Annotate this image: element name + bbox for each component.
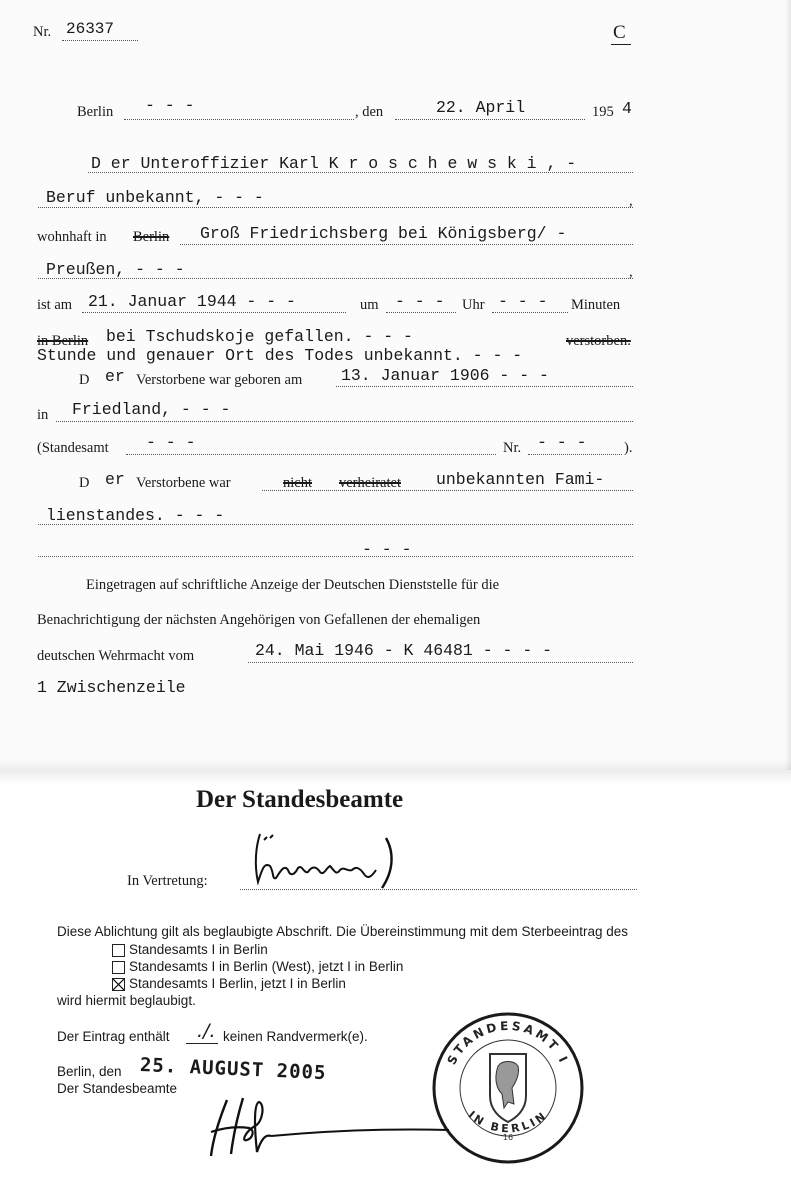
eintrag-underline (186, 1043, 218, 1044)
option-1-label: Standesamts I in Berlin (129, 942, 268, 957)
record-number: 26337 (66, 20, 115, 38)
registration-para-2: Benachrichtigung der nächsten Angehörigen von Gefallenen der ehemaligen (37, 612, 481, 628)
standesamt-label: (Standesamt (37, 440, 109, 456)
vertretung-signature-drawing (244, 826, 414, 894)
family-status-1: unbekannten Fami- (436, 470, 605, 489)
checkbox-standesamt-berlin (112, 944, 125, 957)
checkbox-standesamt-i-berlin (112, 978, 125, 991)
city-filler: - - - (145, 96, 195, 115)
residence-line: Groß Friedrichsberg bei Königsberg/ - (200, 224, 567, 243)
dotted-line (386, 312, 456, 313)
struck-nicht: nicht (283, 475, 312, 491)
uhr-label: Uhr (462, 297, 485, 313)
struck-in-berlin: in Berlin (37, 333, 89, 349)
dotted-line (62, 40, 138, 41)
dotted-line (395, 119, 585, 120)
born-label: Verstorbene war geboren am (136, 372, 303, 388)
dotted-line (38, 524, 633, 525)
close-paren: ). (624, 440, 633, 456)
fold-crease (0, 760, 791, 786)
certification-confirm: wird hiermit beglaubigt. (57, 993, 196, 1008)
checked-cross-icon (113, 979, 124, 990)
nr-label: Nr. (33, 24, 52, 40)
death-date: 21. Januar 1944 - - - (88, 292, 296, 311)
comma: , (629, 193, 633, 209)
minuten-label: Minuten (571, 297, 621, 313)
svg-text:STANDESAMT I (445, 1019, 572, 1067)
eintrag-value: ./. (197, 1020, 216, 1042)
certification-intro: Diese Ablichtung gilt als beglaubigte Abschrift. Die Übereinstimmung mit dem Sterbeeintrag des (57, 924, 629, 939)
year-prefix: 195 (592, 104, 614, 120)
unknown-time-line: Stunde und genauer Ort des Todes unbekannt. - - - (37, 346, 523, 365)
sheet-edge-shadow (785, 0, 791, 770)
struck-berlin: Berlin (133, 229, 170, 245)
dotted-line (38, 207, 633, 208)
option-2-label: Standesamts I in Berlin (West), jetzt I in Berlin (129, 959, 404, 974)
struck-verheiratet: verheiratet (339, 475, 401, 491)
eintrag-label: Der Eintrag enthält (57, 1029, 170, 1044)
registration-reference: 24. Mai 1946 - K 46481 - - - - (255, 641, 553, 660)
interline-note: 1 Zwischenzeile (37, 678, 186, 697)
certifying-signature-drawing (205, 1094, 455, 1164)
death-place-line: bei Tschudskoje gefallen. - - - (106, 327, 413, 346)
dotted-line (124, 119, 354, 120)
dotted-line (180, 244, 633, 245)
standesamt-fill: - - - (146, 433, 196, 452)
in-label: in (37, 407, 49, 423)
dotted-line (262, 490, 633, 491)
registration-para-1: Eingetragen auf schriftliche Anzeige der Deutschen Dienststelle für die (86, 577, 500, 593)
seal-number: 16 (502, 1133, 514, 1142)
person-name-line: D er Unteroffizier Karl K r o s c h e w s k i , - (91, 154, 577, 173)
d2-er: er (105, 470, 125, 489)
date-stamp: 25. AUGUST 2005 (139, 1054, 327, 1085)
um-fill: - - - (395, 292, 445, 311)
d-prefix: D (79, 372, 90, 388)
eintrag-suffix: keinen Randvermerk(e). (223, 1029, 368, 1044)
birthplace: Friedland, - - - (72, 400, 231, 419)
letter-underline (611, 44, 631, 45)
city-label: Berlin (77, 104, 114, 120)
comma: , (629, 264, 633, 280)
vertretung-label: In Vertretung: (127, 873, 208, 889)
region-line: Preußen, - - - (46, 260, 185, 279)
dotted-line (38, 278, 633, 279)
nr-label-2: Nr. (503, 440, 522, 456)
form-letter: C (613, 22, 626, 43)
entry-date: 22. April (436, 98, 526, 117)
dotted-line (248, 662, 633, 663)
uhr-fill: - - - (498, 292, 548, 311)
year-digit: 4 (622, 99, 632, 118)
seal-top-text: STANDESAMT I (444, 1018, 572, 1068)
family-status-2: lienstandes. - - - (46, 506, 225, 525)
option-3-label: Standesamts I Berlin, jetzt I in Berlin (129, 976, 346, 991)
officer-label: Der Standesbeamte (57, 1081, 178, 1096)
war-label: Verstorbene war (136, 475, 231, 491)
dotted-line (492, 312, 568, 313)
d2-prefix: D (79, 475, 90, 491)
dotted-line (88, 172, 633, 173)
um-label: um (360, 297, 379, 313)
ist-am-label: ist am (37, 297, 73, 313)
checkbox-standesamt-west (112, 961, 125, 974)
dotted-line (82, 312, 346, 313)
closing-dashes: - - - (362, 540, 412, 559)
occupation-line: Beruf unbekannt, - - - (46, 188, 264, 207)
dotted-line (56, 421, 633, 422)
standesbeamte-title: Der Standesbeamte (196, 786, 404, 813)
dotted-line (336, 386, 633, 387)
d-er: er (105, 367, 125, 386)
seal-bottom-text: IN BERLIN (465, 1108, 551, 1136)
berlin-bear-icon (496, 1062, 519, 1109)
dotted-line (38, 556, 633, 557)
registration-para-3-label: deutschen Wehrmacht vom (37, 648, 195, 664)
wohnhaft-label: wohnhaft in (37, 229, 107, 245)
nr-fill: - - - (537, 433, 587, 452)
place-date-label: Berlin, den (57, 1064, 122, 1079)
dotted-line (126, 454, 496, 455)
struck-verstorben: verstorben. (566, 333, 631, 349)
dotted-line (528, 454, 622, 455)
den-label: , den (355, 104, 384, 120)
birth-date: 13. Januar 1906 - - - (341, 366, 549, 385)
